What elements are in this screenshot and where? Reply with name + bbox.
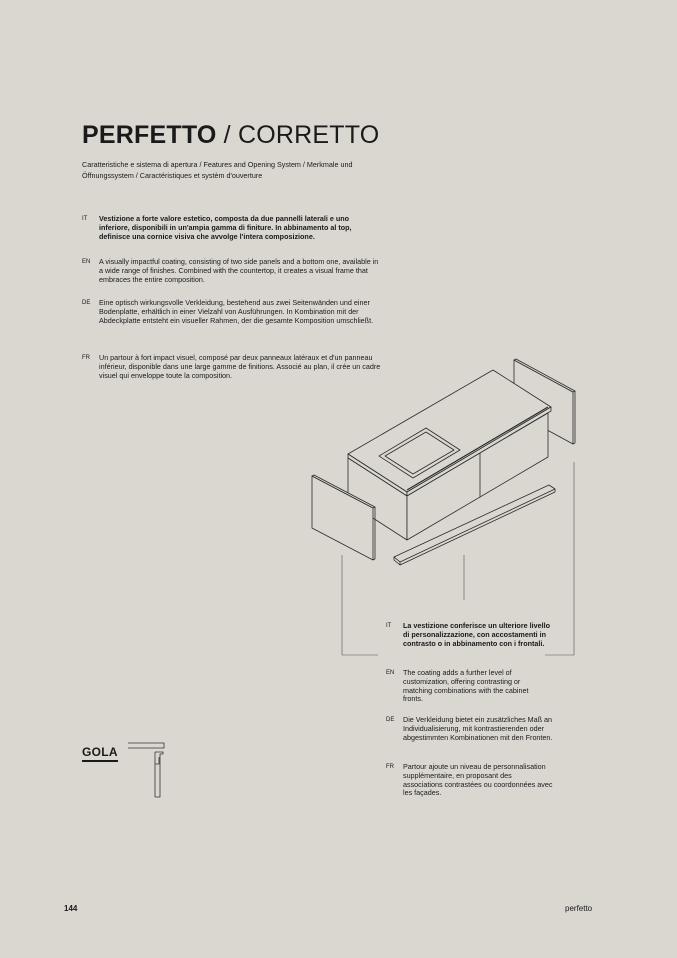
note-text: Partour ajoute un niveau de personnalisation supplémentaire, en proposant des associations contrastées ou coordonnées avec les façades. [403, 762, 553, 798]
description-text: Eine optisch wirkungsvolle Verkleidung, bestehend aus zwei Seitenwänden und einer Bodenplatte, erhältlich in einer Vielzahl von Ausführungen. In Kombination mit der Abdeckplatte entsteht ein visueller Rahmen, der die gesamte Komposition umschließt. [99, 298, 374, 325]
page-number: 144 [64, 904, 78, 913]
gola-profile [128, 743, 164, 797]
title-light: / CORRETTO [223, 121, 380, 149]
description-text: Vestizione a forte valore estetico, composta da due pannelli laterali e uno inferiore, disponibili in un'ampia gamma di finiture. In abbinamento al top, definisce una cornice visiva che avvolge l'intera composizione. [99, 214, 352, 241]
description-text: Un partour à fort impact visuel, composé par deux panneaux latéraux et d'un panneau inférieur, disponible dans une large gamme de finitions. Associé au plan, il crée un cadre visuel qui enveloppe toute la composition. [99, 353, 381, 380]
note-de [386, 716, 556, 756]
note-en [386, 669, 556, 709]
lang-code: DE [82, 300, 91, 306]
note-fr [386, 763, 556, 813]
footer-brand: perfetto [565, 904, 593, 913]
lang-code: EN [82, 259, 91, 265]
description-text: A visually impactful coating, consisting of two side panels and a bottom one, available in a wide range of finishes. Combined with the countertop, it creates a visual frame that embraces the entire composition. [99, 257, 379, 284]
lang-code: DE [386, 717, 395, 723]
lang-code: IT [386, 623, 392, 629]
lang-code: FR [386, 764, 394, 770]
page-subtitle: Caratteristiche e sistema di apertura / Features and Opening System / Merkmale und Öffnungssystem / Caractéristiques et systèm d'ouverture [82, 160, 353, 180]
note-text: The coating adds a further level of customization, offering contrasting or matching combinations with the cabinet fronts. [403, 668, 529, 704]
title-bold: PERFETTO [82, 121, 217, 149]
gola-label: GOLA [82, 745, 118, 762]
lang-code: EN [386, 670, 395, 676]
lang-code: IT [82, 216, 88, 222]
lang-code: FR [82, 355, 90, 361]
note-text: Die Verkleidung bietet ein zusätzliches Maß an Individualisierung, mit kontrastierenden oder abgestimmten Kombinationen mit den Fronten. [403, 715, 553, 742]
note-text: La vestizione conferisce un ulteriore livello di personalizzazione, con accostamenti in contrasto o in abbinamento con i frontali. [403, 621, 550, 648]
note-it [386, 622, 556, 662]
